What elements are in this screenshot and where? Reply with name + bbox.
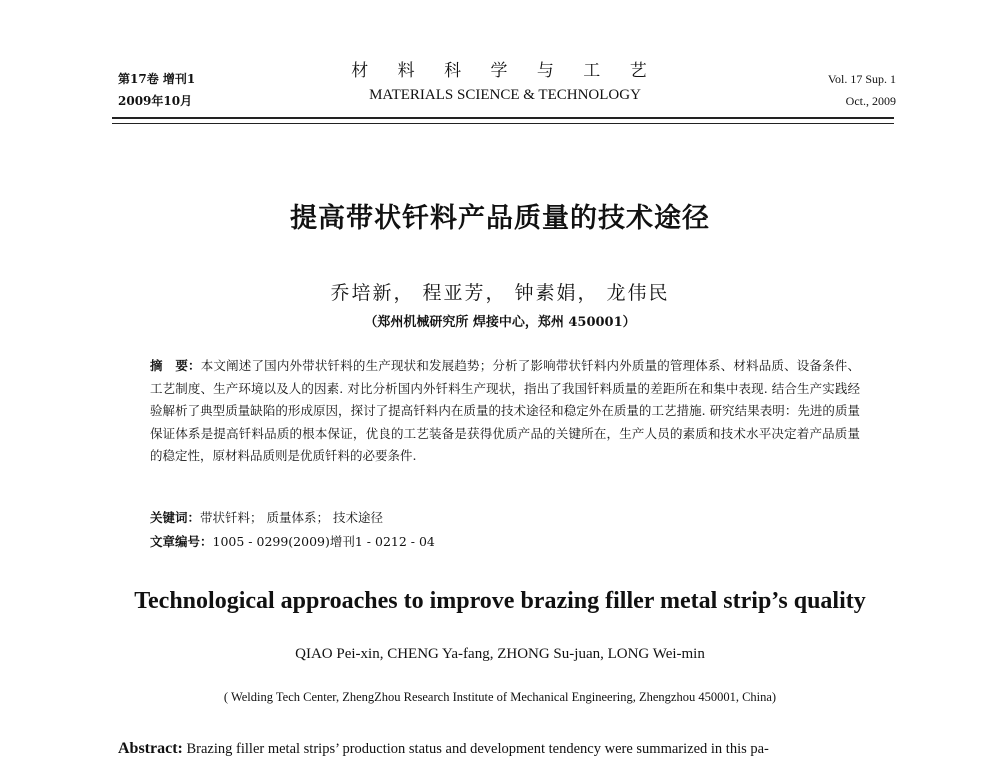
abstract-en-text: Brazing filler metal strips’ production status and development tendency were summarized in this pa-	[186, 741, 769, 757]
paper-title-en: Technological approaches to improve brazing filler metal strip’s quality	[134, 588, 866, 614]
keywords-label: 关键词：	[150, 510, 201, 525]
authors-cn: 乔培新， 程亚芳， 钟素娟， 龙伟民	[330, 282, 670, 304]
affiliation-en: ( Welding Tech Center, ZhengZhou Research Institute of Mechanical Engineering, Zhengzhou 450001, China)	[223, 690, 777, 704]
affiliation-cn: （郑州机械研究所 焊接中心，郑州 450001）	[364, 315, 636, 330]
date-en: Oct., 2009	[845, 94, 896, 108]
header-rule-thin	[112, 123, 894, 124]
abstract-cn-text: 本文阐述了国内外带状钎料的生产现状和发展趋势；分析了影响带状钎料内外质量的管理体系、材料品质、设备条件、工艺制度、生产环境以及人的因素. 对比分析国内外钎料生产现状，指出了我国钎料质量的差距所在和集中表现. 结合生产实践经验解析了典型质量缺陷的形成原因，探讨了提高钎料内在质量的技术途径和稳定外在质量的工艺措施. 研究结果表明：先进的质量保证体系是提高钎料品质的根本保证，优良的工艺装备是获得优质产品的关键所在，生产人员的素质和技术水平决定着产品质量的稳定性，原材料品质则是优质钎料的必要条件.	[150, 358, 860, 463]
abstract-cn-label: 摘 要：	[150, 358, 201, 373]
authors-en: QIAO Pei-xin, CHENG Ya-fang, ZHONG Su-juan, LONG Wei-min	[295, 646, 705, 662]
journal-name-en: MATERIALS SCIENCE & TECHNOLOGY	[369, 87, 641, 103]
abstract-en	[118, 740, 908, 758]
article-number	[150, 531, 435, 553]
header-center	[350, 58, 660, 106]
header-rule-thick	[112, 117, 894, 119]
volume-cn: 第17卷 增刊1	[118, 72, 196, 86]
article-number-label: 文章编号：	[150, 534, 213, 549]
volume-en: Vol. 17 Sup. 1	[827, 72, 896, 86]
keywords-text: 带状钎料； 质量体系； 技术途径	[200, 510, 383, 525]
paper-title-cn: 提高带状钎料产品质量的技术途径	[290, 203, 710, 234]
header-left	[118, 68, 195, 112]
article-number-text: 1005 - 0299(2009)增刊1 - 0212 - 04	[212, 534, 435, 549]
journal-header	[0, 58, 1000, 118]
date-cn: 2009年10月	[118, 94, 193, 108]
keywords	[150, 507, 383, 529]
header-right	[770, 68, 896, 112]
abstract-cn	[150, 355, 860, 468]
journal-name-cn: 材 料 科 学 与 工 艺	[351, 61, 659, 81]
abstract-en-label: Abstract:	[118, 740, 183, 757]
